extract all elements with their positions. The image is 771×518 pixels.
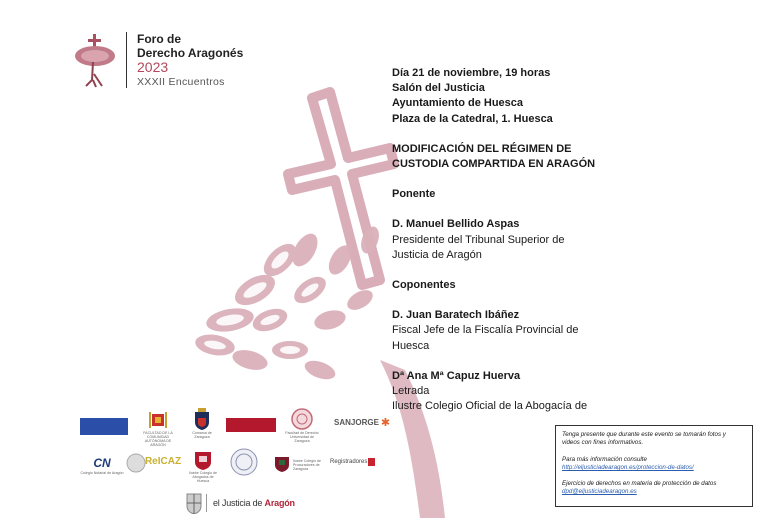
- colegio-abogados-huesca-icon: [194, 450, 212, 470]
- foro-logo: [72, 32, 243, 89]
- partner-facultad-derecho: [282, 408, 322, 443]
- partner-san-jorge: [334, 416, 390, 429]
- round-seal-icon: [230, 448, 258, 476]
- partner-abogados-huesca: [186, 450, 220, 483]
- partner-gobierno: [140, 410, 176, 447]
- partner-registradores: [330, 458, 375, 466]
- partner-label: Facultad de Derecho Universidad de Zaragoza: [285, 431, 319, 443]
- event-date: Día 21 de noviembre, 19 horas: [392, 67, 551, 79]
- notice-line1: Tenga presente que durante este evento se tomarán fotos y: [562, 431, 726, 438]
- coponente-2-role-line2: Ilustre Colegio Oficial de la Abogacía de: [392, 400, 588, 413]
- partner-eu: [80, 418, 128, 435]
- university-seal-icon: [291, 408, 313, 430]
- logo-subtitle: XXXII Encuentros: [137, 76, 225, 88]
- partner-label: Ilustre Colegio de Abogados de Huesca: [189, 471, 217, 483]
- academia-aragonesa-logo-icon: [226, 418, 276, 432]
- procuradores-logo-icon: [274, 456, 290, 472]
- seal-icon: [126, 452, 146, 474]
- registradores-logo-icon: Registradores: [330, 459, 368, 465]
- ponente-heading: Ponente: [392, 188, 436, 201]
- r-badge-icon: [368, 458, 375, 466]
- coponente-1-role-line1: Fiscal Jefe de la Fiscalía Provincial de: [392, 324, 579, 337]
- partner-seal: [126, 452, 146, 474]
- logo-line2: Derecho Aragonés: [137, 46, 244, 60]
- event-address: Plaza de la Catedral, 1. Huesca: [392, 112, 553, 125]
- justicia-divider: [206, 494, 207, 512]
- star-icon: ✱: [380, 417, 391, 429]
- spain-coat-of-arms-icon: [149, 410, 167, 430]
- notice-rights-label: Ejercicio de derechos en materia de protección de datos: [562, 480, 717, 488]
- logo-year: 2023: [137, 59, 169, 75]
- justicia-text-prefix: el Justicia de: [213, 498, 265, 508]
- justicia-aragon-shield-icon: [186, 492, 202, 514]
- tree-cross-logo-icon: [72, 32, 118, 88]
- partner-label: Comarca de Zaragoza: [192, 431, 212, 439]
- partner-notarial: [80, 456, 124, 475]
- partner-comarca: [185, 408, 219, 439]
- coponente-1-name: D. Juan Baratech Ibáñez: [392, 309, 520, 322]
- justicia-aragon-logo: [186, 492, 295, 514]
- eu-flag-logo-icon: [80, 418, 128, 435]
- logo-line1: Foro de: [137, 32, 181, 46]
- ponente-role-line2: Justicia de Aragón: [392, 248, 482, 261]
- dpd-email-link[interactable]: dpd@eljusticiadearagon.es: [562, 488, 637, 496]
- partner-label: FACULTAD DE LA COMUNIDAD AUTÓNOMA DE ARAGÓN: [143, 431, 173, 447]
- event-institution: Ayuntamiento de Huesca: [392, 97, 524, 110]
- event-title-line1: MODIFICACIÓN DEL RÉGIMEN DE: [392, 142, 572, 155]
- coponente-1-role-line2: Huesca: [392, 339, 430, 352]
- huesca-shield-icon: [194, 408, 210, 430]
- notice-info-label: Para más información consulte: [562, 455, 647, 463]
- partner-reicaz: [144, 456, 182, 467]
- ponente-role-line1: Presidente del Tribunal Superior de: [392, 233, 565, 246]
- logo-divider: [126, 32, 127, 88]
- partner-round-seal: [230, 448, 258, 476]
- partner-label: Ilustre Colegio de Procuradores de Zaragoza: [293, 458, 321, 471]
- san-jorge-logo-icon: SANJORGE: [334, 418, 379, 427]
- privacy-policy-link[interactable]: http://eljusticiadearagon.es/proteccion-de-datos/: [562, 463, 694, 471]
- ponente-name: D. Manuel Bellido Aspas: [392, 218, 520, 231]
- partner-procuradores: [274, 456, 321, 472]
- event-details: [392, 66, 722, 414]
- event-venue: Salón del Justicia: [392, 82, 485, 95]
- partner-academia: [226, 418, 276, 432]
- reicaz-logo-icon: ReICAZ: [144, 456, 182, 467]
- data-protection-notice: [555, 425, 753, 507]
- coponente-2-role-line1: Letrada: [392, 385, 430, 398]
- coponentes-heading: Coponentes: [392, 279, 456, 292]
- notice-line2: videos con fines informativos.: [562, 439, 644, 447]
- partner-label: Colegio Notarial de Aragón: [80, 471, 124, 475]
- justicia-text-brand: Aragón: [264, 498, 295, 508]
- notarial-logo-icon: CN: [93, 456, 111, 470]
- coponente-2-name: Dª Ana Mª Capuz Huerva: [392, 369, 521, 382]
- event-title-line2: CUSTODIA COMPARTIDA EN ARAGÓN: [392, 158, 596, 171]
